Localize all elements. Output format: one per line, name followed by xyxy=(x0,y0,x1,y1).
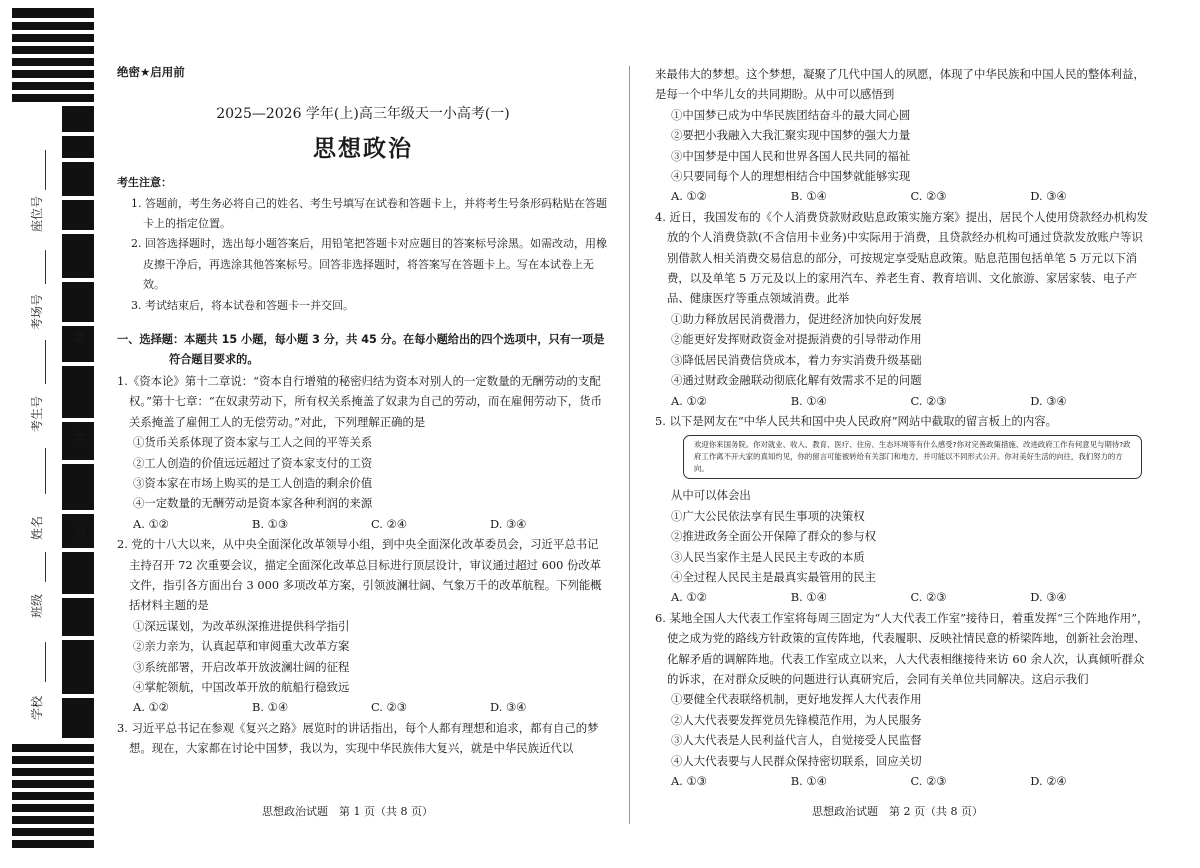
choice-c: C. ②③ xyxy=(910,590,947,605)
question-2-option: ④掌舵领航，中国改革开放的航船行稳致远 xyxy=(133,679,350,694)
choice-b: B. ①④ xyxy=(252,700,289,715)
page-2-footer: 思想政治试题 第 2 页（共 8 页） xyxy=(812,805,983,818)
question-2-choices xyxy=(117,697,609,717)
choice-b: B. ①④ xyxy=(790,774,827,788)
question-1-option: ②工人创造的价值远远超过了资本家支付的工资 xyxy=(133,455,373,470)
choice-c: C. ②③ xyxy=(371,700,407,715)
choice-d: D. ②④ xyxy=(1030,774,1067,788)
choice-c: C. ②③ xyxy=(910,189,947,204)
candidate-number-line xyxy=(45,340,46,384)
exam-room-line xyxy=(45,250,46,284)
notice-heading: 考生注意： xyxy=(117,176,172,190)
binding-sidebar xyxy=(0,0,112,868)
question-4-choices xyxy=(655,391,1150,411)
question-4-option: ①助力释放居民消费潜力，促进经济加快向好发展 xyxy=(671,311,922,326)
choice-b: B. ①④ xyxy=(790,189,827,204)
choice-a: A. ①② xyxy=(671,393,707,408)
seal-line-char: 线 xyxy=(73,330,88,343)
question-5-lead: 从中可以体会出 xyxy=(671,488,751,503)
question-1-choices xyxy=(117,514,609,534)
question-3-stem: 3. 习近平总书记在参观《复兴之路》展览时的讲话指出，每个人都有理想和追求，都有自己的梦想。现在，大家都在讨论中国梦，我以为，实现中华民族伟大复兴，就是中华民族近代以 xyxy=(117,720,599,756)
choice-b: B. ①④ xyxy=(790,590,827,605)
school-line xyxy=(45,642,46,682)
question-1-option: ④一定数量的无酬劳动是资本家各种利润的来源 xyxy=(133,496,373,511)
notice-item: 2. 回答选择题时，选出每小题答案后，用铅笔把答题卡对应题目的答案标号涂黑。如需改动，用橡皮擦干净后，再选涂其他答案标号。回答非选择题时，将答案写在答题卡上。写在本试卷上无效。 xyxy=(131,237,607,292)
seat-number-label: 座位号 xyxy=(30,195,44,232)
subject-title: 思想政治 xyxy=(313,135,413,162)
name-label: 姓名 xyxy=(30,515,44,540)
choice-d: D. ③④ xyxy=(1030,393,1067,408)
page-divider xyxy=(629,66,630,824)
choice-b: B. ①④ xyxy=(790,393,827,408)
choice-c: C. ②③ xyxy=(910,774,947,788)
choice-a: A. ①② xyxy=(671,189,707,204)
page-2-column xyxy=(655,64,1150,791)
page-1-footer: 思想政治试题 第 1 页（共 8 页） xyxy=(262,805,433,818)
question-4-option: ④通过财政金融联动彻底化解有效需求不足的问题 xyxy=(671,373,922,388)
question-2-option: ③系统部署，开启改革开放波澜壮阔的征程 xyxy=(133,659,350,674)
question-6-option: ①要健全代表联络机制，更好地发挥人大代表作用 xyxy=(671,692,922,707)
question-5-option: ①广大公民依法享有民生事项的决策权 xyxy=(671,508,865,523)
question-5-option: ④全过程人民民主是最真实最管用的民主 xyxy=(671,569,877,584)
seal-mount-char: 装 xyxy=(73,526,88,539)
seat-number-line xyxy=(45,150,46,190)
question-4-option: ③降低居民消费信贷成本，着力夯实消费升级基础 xyxy=(671,352,922,367)
question-4-option: ②能更好发挥财政资金对提振消费的引导带动作用 xyxy=(671,332,922,347)
exam-title: 2025—2026 学年(上)高三年级天一小高考(一) xyxy=(216,106,510,123)
question-1-option: ③资本家在市场上购买的是工人创造的剩余价值 xyxy=(133,475,373,490)
question-2-stem: 2. 党的十八大以来，从中央全面深化改革领导小组，到中央全面深化改革委员会，习近平总书记主持召开 72 次重要会议，描定全面深化改革总目标进行顶层设计，审议通过超过 600 份改革文件，指引各方面出台 3 000 多项改革方案，引领波澜壮阔、气象万千的改革航程。下列能概括材料主题的是 xyxy=(117,537,602,613)
choice-d: D. ③④ xyxy=(1030,189,1067,204)
choice-c: C. ②④ xyxy=(371,516,407,531)
question-5-stem: 5. 以下是网友在“中华人民共和国中央人民政府”网站中截取的留言板上的内容。 xyxy=(655,413,1058,428)
choice-a: A. ①② xyxy=(133,700,169,715)
question-3-option: ④只要同每个人的理想相结合中国梦就能够实现 xyxy=(671,169,911,184)
question-6-choices xyxy=(655,771,1150,791)
question-2-option: ①深远谋划，为改革纵深推进提供科学指引 xyxy=(133,618,350,633)
choice-c: C. ②③ xyxy=(910,393,947,408)
choice-d: D. ③④ xyxy=(1030,590,1067,605)
choice-d: D. ③④ xyxy=(490,700,527,715)
choice-a: A. ①② xyxy=(133,516,169,531)
question-5-option: ②推进政务全面公开保障了群众的参与权 xyxy=(671,529,877,544)
choice-d: D. ③④ xyxy=(490,516,527,531)
school-label: 学校 xyxy=(30,695,44,720)
question-3-choices xyxy=(655,186,1150,206)
section-heading: 一、选择题：本题共 15 小题，每小题 3 分，共 45 分。在每小题给出的四个选项中，只有一项是 xyxy=(117,333,605,347)
question-4-stem: 4. 近日，我国发布的《个人消费贷款财政贴息政策实施方案》提出，居民个人使用贷款经办机构发放的个人消费贷款(不含信用卡业务)中实际用于消费，且贷款经办机构可通过贷款发放账户等识别借款人相关消费交易信息的部分，可按规定享受贴息政策。贴息范围包括单笔 5 万元以下消费，以及单笔 5 万元及以上的家用汽车、养老生育、教育培训、文化旅游、家居家装、电子产品、健康医疗等重点领域消费。此举 xyxy=(655,209,1148,306)
choice-a: A. ①② xyxy=(671,590,707,605)
question-6-option: ②人大代表要发挥党员先锋模范作用，为人民服务 xyxy=(671,712,922,727)
question-3-option: ③中国梦是中国人民和世界各国人民共同的福祉 xyxy=(671,148,911,163)
question-1-stem: 1.《资本论》第十二章说：“资本自行增殖的秘密归结为资本对别人的一定数量的无酬劳动的支配权。”第十七章：“在奴隶劳动下，所有权关系掩盖了奴隶为自己的劳动，而在雇佣劳动下，货币关系掩盖了雇佣工人的无偿劳动。”对此，下列理解正确的是 xyxy=(117,373,602,429)
choice-a: A. ①③ xyxy=(671,774,707,788)
section-heading-cont: 符合题目要求的。 xyxy=(169,353,259,367)
question-5-choices xyxy=(655,587,1150,607)
choice-b: B. ①③ xyxy=(252,516,289,531)
question-6-option: ③人大代表是人民利益代言人，自觉接受人民监督 xyxy=(671,733,922,748)
question-6-option: ④人大代表要与人民群众保持密切联系，回应关切 xyxy=(671,753,922,768)
notice-item: 1. 答题前，考生务必将自己的姓名、考生号填写在试卷和答题卡上，并将考生号条形码粘贴在答题卡上的指定位置。 xyxy=(131,196,607,231)
seal-bind-char: 订 xyxy=(73,430,88,443)
exam-room-label: 考场号 xyxy=(30,293,44,330)
question-3-option: ①中国梦已成为中华民族团结奋斗的最大同心圆 xyxy=(671,107,911,122)
page-1-column xyxy=(117,62,609,759)
question-1-option: ①货币关系体现了资本家与工人之间的平等关系 xyxy=(133,435,373,450)
message-board-screenshot: 欢迎你来国务院。你对就业、收入、教育、医疗、住房、生态环境等有什么感受?你对完善政策措施、改进政府工作有何意见与期待?政府工作离不开大家的真知灼见，你的留言可能被转给有关部门和地方，并可能以不同形式公开。你对美好生活的向往，我们努力的方向。 xyxy=(683,435,1142,479)
class-line xyxy=(45,552,46,582)
notice-item: 3. 考试结束后，将本试卷和答题卡一并交回。 xyxy=(131,298,354,312)
confidential-mark: 绝密★启用前 xyxy=(117,65,185,79)
class-label: 班级 xyxy=(30,593,44,618)
candidate-number-label: 考生号 xyxy=(30,395,44,432)
question-6-stem: 6. 某地全国人大代表工作室将每周三固定为“人大代表工作室”接待日，着重发挥“三个阵地作用”，使之成为党的路线方针政策的宣传阵地，代表履职、反映社情民意的桥梁阵地，创新社会治理、化解矛盾的调解阵地。代表工作室成立以来，人大代表相继接待来访 60 余人次，认真倾听群众的诉求，在对群众反映的问题进行认真研究后，会同有关单位共同解决。这启示我们 xyxy=(655,610,1149,686)
question-3-option: ②要把小我融入大我汇聚实现中国梦的强大力量 xyxy=(671,128,911,143)
question-5-option: ③人民当家作主是人民民主专政的本质 xyxy=(671,549,865,564)
question-3-stem-cont: 来最伟大的梦想。这个梦想，凝聚了几代中国人的夙愿，体现了中华民族和中国人民的整体利益，是每一个中华儿女的共同期盼。从中可以感悟到 xyxy=(655,67,1145,102)
name-line xyxy=(45,448,46,494)
question-2-option: ②亲力亲为，认真起草和审阅重大改革方案 xyxy=(133,639,350,654)
